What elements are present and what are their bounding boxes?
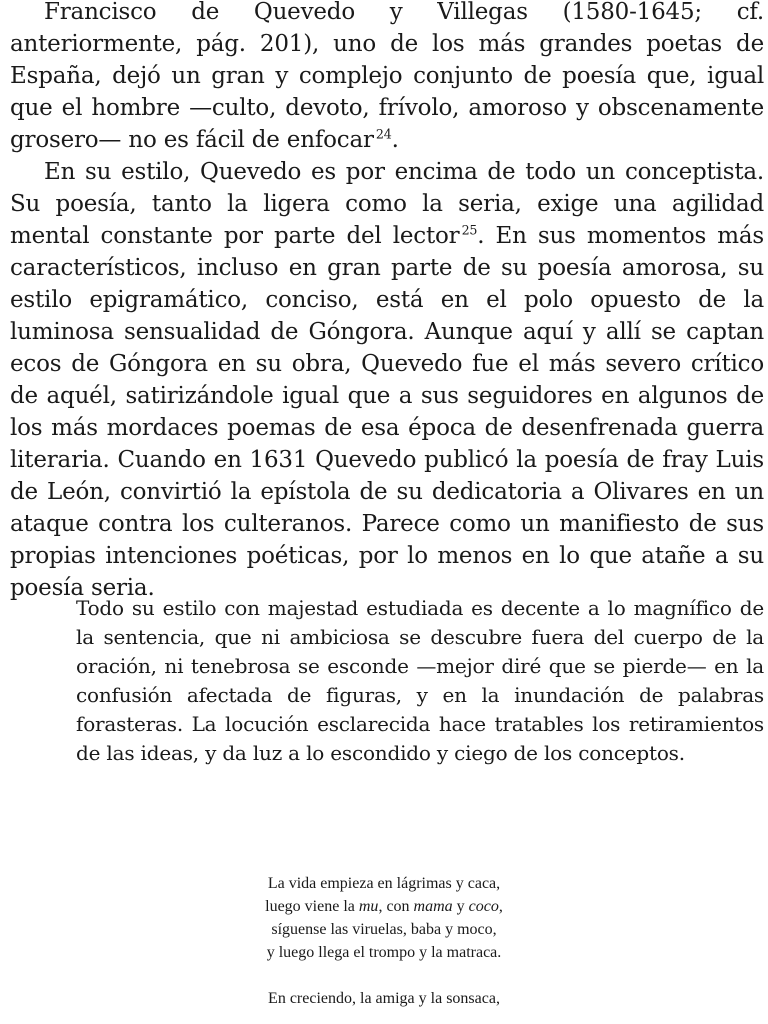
poem-line-text: , [498,898,503,915]
poem-line: síguense las viruelas, baba y moco, [271,921,497,938]
footnote-ref-24: 24 [375,126,392,142]
paragraph-text: En su estilo, Quevedo es por encima de todo un conceptista. Su poesía, tanto la ligera como la seria, exige una agilidad mental constante por parte del lector [10,159,764,249]
poem-line-text: , con [378,898,414,915]
poem-line: y luego llega el trompo y la matraca. [266,944,502,961]
paragraph-text: Francisco de Quevedo y Villegas (1580-1645; cf. anteriormente, pág. 201), uno de los más grandes poetas de España, dejó un gran y complejo conjunto de poesía que, igual que el hombre —culto, devoto, frívolo, amoroso y obscenamente grosero— no es fácil de enfocar [10,0,764,153]
body-text [10,0,764,604]
poem-line [0,895,768,918]
footnote-ref-25: 25 [461,222,478,238]
paragraph-quevedo-intro: Francisco de Quevedo y Villegas (1580-1645; cf. anteriormente, pág. 201), uno de los más grandes poetas de España, dejó un gran y complejo conjunto de poesía que, igual que el hombre —culto, devoto, frívolo, amoroso y obscenamente grosero— no es fácil de enfocar $^{24}$. [10,0,764,153]
paragraph-quevedo-style [10,156,764,604]
poem [0,872,768,1024]
poem-italic-word: mu [358,898,379,915]
poem-line: La vida empieza en lágrimas y caca, [267,875,501,892]
block-quote [76,594,764,768]
poem-line-text: y [452,898,469,915]
poem-line: En creciendo, la amiga y la sonsaca, [268,990,500,1007]
poem-italic-word: coco [468,898,499,915]
paragraph-text-continued: . En sus momentos más característicos, incluso en gran parte de su poesía amorosa, su estilo epigramático, conciso, está en el polo opuesto de la luminosa sensualidad de Góngora. Aunque aquí y allí se captan ecos de Góngora en su obra, Quevedo fue el más severo crítico de aquél, satirizándole igual que a sus seguidores en algunos de los más mordaces poemas de esa época de desenfrenada guerra literaria. Cuando en 1631 Quevedo publicó la poesía de fray Luis de León, convirtió la epístola de su dedicatoria a Olivares en un ataque contra los culteranos. Parece como un manifiesto de sus propias intenciones poéticas, por lo menos en lo que atañe a su poesía seria. [10,223,764,601]
poem-italic-word: mama [413,898,453,915]
poem-stanza-1 [0,872,768,964]
block-quote-text: Todo su estilo con majestad estudiada es decente a lo magnífico de la sentencia, que ni ambiciosa se descubre fuera del cuerpo de la oración, ni tenebrosa se esconde —mejor diré que se pierde— en la confusión afectada de figuras, y en la inundación de palabras forasteras. La locución esclarecida hace tratables los retiramientos de las ideas, y da luz a lo escondido y ciego de los conceptos. [76,596,764,765]
poem-stanza-2 [0,987,768,1010]
poem-line-text: luego viene la [265,898,359,915]
